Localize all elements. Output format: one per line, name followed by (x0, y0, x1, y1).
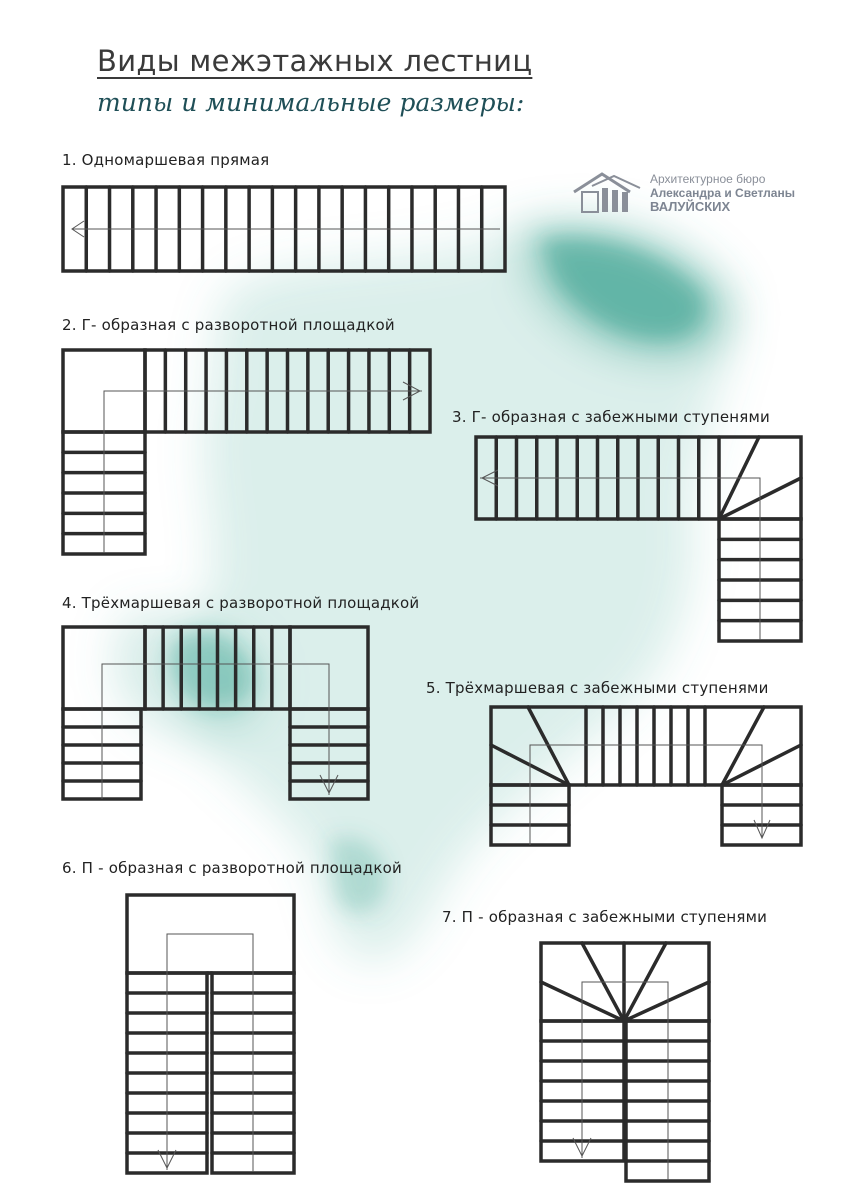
stair-3-treads (496, 437, 801, 621)
stair-2-treads (63, 350, 410, 534)
logo-line-2: Александра и Светланы (650, 186, 795, 200)
diagram-5-three-flight-winder-stair (491, 707, 801, 845)
page-subtitle: типы и минимальные размеры: (97, 88, 525, 117)
stair-5-walkline (530, 745, 762, 845)
stair-4-treads (63, 627, 368, 781)
diagram-7-label: 7. П - образная с забежными ступенями (442, 908, 768, 926)
diagram-2-label: 2. Г- образная с разворотной площадкой (62, 316, 395, 334)
stair-4-walkline (102, 664, 329, 799)
stair-5-middle (491, 707, 801, 785)
stair-2-walkline (104, 391, 422, 553)
diagram-3-l-winder-stair (476, 437, 801, 641)
diagram-5-label: 5. Трёхмаршевая с забежными ступенями (426, 679, 769, 697)
logo-line-1: Архитектурное бюро (650, 172, 766, 186)
diagram-1-straight-stair (63, 187, 505, 271)
diagram-4-label: 4. Трёхмаршевая с разворотной площадкой (62, 594, 420, 612)
diagram-7-u-winder-stair (541, 943, 709, 1181)
diagram-1-label: 1. Одномаршевая прямая (62, 151, 270, 169)
diagram-6-label: 6. П - образная с разворотной площадкой (62, 859, 402, 877)
page-title: Виды межэтажных лестниц (97, 44, 533, 78)
diagram-6-u-landing-stair (127, 895, 294, 1173)
diagram-2-l-landing-stair (63, 350, 430, 554)
logo-line-3: ВАЛУЙСКИХ (650, 199, 731, 214)
stair-4-left-landing (63, 627, 145, 709)
stair-7-winder-5 (624, 982, 709, 1021)
diagram-3-label: 3. Г- образная с забежными ступенями (452, 408, 770, 426)
diagram-4-three-flight-landing-stair (63, 627, 368, 799)
